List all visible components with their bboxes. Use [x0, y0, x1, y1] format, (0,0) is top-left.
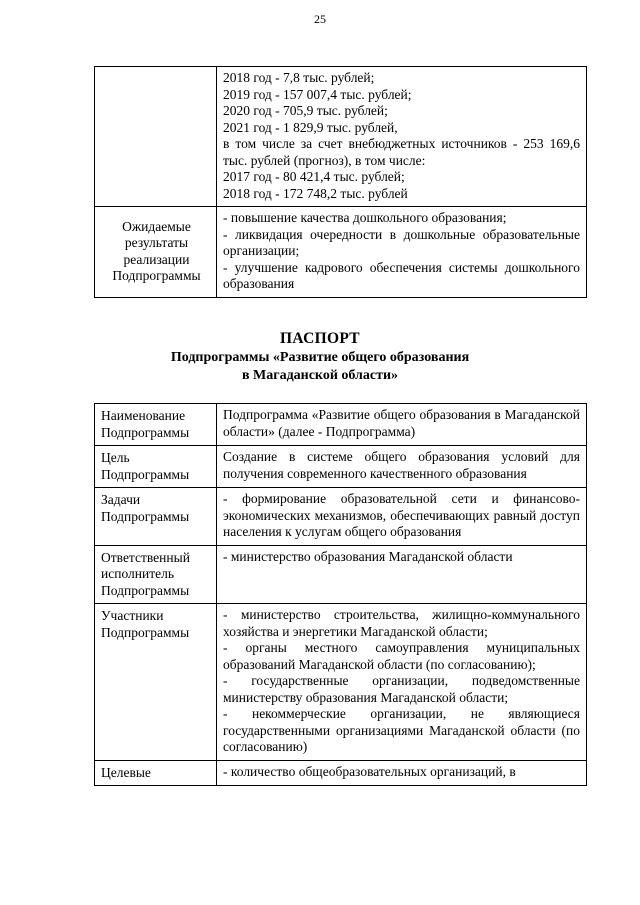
row-content	[217, 488, 587, 546]
table-row	[95, 207, 587, 298]
funding-line: 2020 год - 705,9 тыс. рублей;	[223, 103, 388, 118]
row-content	[217, 545, 587, 604]
funding-line: 2018 год - 172 748,2 тыс. рублей	[223, 185, 408, 201]
table-row	[95, 488, 587, 546]
table-row	[95, 545, 587, 604]
row-label-goal: Цель Подпрограммы	[95, 446, 217, 488]
row-label	[95, 67, 217, 207]
row-content	[217, 446, 587, 488]
row-text: - министерство образования Магаданской области	[223, 548, 513, 564]
table-row	[95, 604, 587, 761]
table-row	[95, 446, 587, 488]
passport-subtitle-line2: в Магаданской области»	[241, 368, 399, 383]
row-content	[217, 760, 587, 786]
page-number: 25	[314, 12, 326, 26]
row-label-name: Наименование Подпрограммы	[95, 404, 217, 446]
funding-line: 2017 год - 80 421,4 тыс. рублей;	[223, 169, 405, 184]
funding-line: 2021 год - 1 829,9 тыс. рублей,	[223, 119, 398, 135]
row-label-expected-results: Ожидаемые результаты реализации Подпрограммы	[95, 207, 217, 298]
result-item: - улучшение кадрового обеспечения системы дошкольного образования	[223, 259, 580, 291]
row-content	[217, 604, 587, 761]
row-text: - формирование образовательной сети и финансово-экономических механизмов, обеспечивающих равный доступ населения к услугам общего образования	[223, 491, 580, 539]
funding-continuation-table	[94, 66, 587, 298]
funding-line: 2019 год - 157 007,4 тыс. рублей;	[223, 86, 412, 102]
participant-item: - государственные организации, подведомственные министерству образования Магаданской области;	[223, 673, 580, 705]
result-item: - ликвидация очередности в дошкольные образовательные организации;	[223, 226, 580, 258]
table-row	[95, 404, 587, 446]
row-text: - количество общеобразовательных организаций, в	[223, 763, 516, 779]
row-label-responsible: Ответственный исполнитель Подпрограммы	[95, 545, 217, 604]
result-item: - повышение качества дошкольного образования;	[223, 210, 507, 225]
passport-title: ПАСПОРТ	[280, 330, 360, 347]
table-row	[95, 760, 587, 786]
row-label-targets: Целевые	[95, 760, 217, 786]
passport-subtitle-line1: Подпрограммы «Развитие общего образования	[170, 350, 470, 365]
row-label-participants: Участники Подпрограммы	[95, 604, 217, 761]
row-text: Подпрограмма «Развитие общего образования в Магаданской области» (далее - Подпрограмма)	[223, 407, 580, 439]
funding-line: в том числе за счет внебюджетных источников - 253 169,6 тыс. рублей (прогноз), в том числе:	[223, 136, 580, 168]
row-label-tasks: Задачи Подпрограммы	[95, 488, 217, 546]
table-row	[95, 67, 587, 207]
row-content	[217, 404, 587, 446]
row-content	[217, 207, 587, 298]
row-text: Создание в системе общего образования условий для получения современного качественного образования	[223, 449, 580, 481]
row-content	[217, 67, 587, 207]
participant-item: - министерство строительства, жилищно-коммунального хозяйства и энергетики Магаданской области;	[223, 607, 580, 639]
funding-line: 2018 год - 7,8 тыс. рублей;	[223, 70, 375, 85]
participant-item: - органы местного самоуправления муниципальных образований Магаданской области (по согласованию);	[223, 640, 580, 672]
passport-table	[94, 403, 587, 786]
participant-item: - некоммерческие организации, не являющиеся государственными организациями Магаданской области (по согласованию)	[223, 706, 580, 754]
